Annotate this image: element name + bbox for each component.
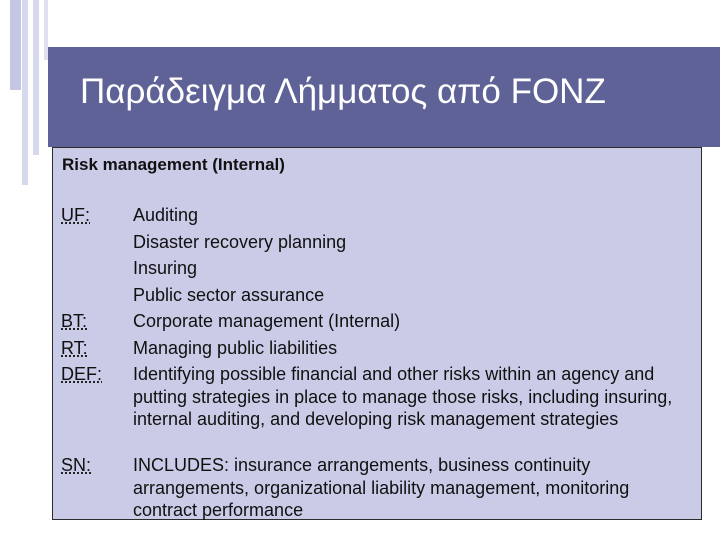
- uf-term: Auditing: [133, 205, 199, 225]
- sn-tag: SN:: [61, 455, 92, 475]
- bt-tag: BT:: [61, 311, 88, 331]
- uf-term: Disaster recovery planning: [133, 231, 347, 252]
- rt-value: Managing public liabilities: [133, 337, 338, 358]
- decorative-bar: [10, 0, 21, 90]
- decorative-bar: [33, 0, 39, 155]
- uf-term: Insuring: [133, 258, 198, 278]
- entry-heading: Risk management (Internal): [62, 155, 285, 174]
- def-value: Identifying possible financial and other risks within an agency and putting strategies in place to manage those risks, including insuring, internal auditing, and developing risk management strategies: [133, 364, 673, 429]
- uf-tag: UF:: [61, 205, 90, 225]
- def-tag: DEF:: [61, 364, 103, 384]
- rt-tag: RT:: [61, 337, 88, 358]
- bt-value: Corporate management (Internal): [133, 311, 401, 331]
- slide-title: Παράδειγμα Λήμματος από FONZ: [80, 72, 606, 111]
- decorative-bar: [22, 0, 28, 185]
- uf-term: Public sector assurance: [133, 284, 325, 305]
- sn-value: INCLUDES: insurance arrangements, business continuity arrangements, organizational liability management, monitoring contract performance: [133, 455, 630, 520]
- thesaurus-entry-box: [52, 147, 702, 520]
